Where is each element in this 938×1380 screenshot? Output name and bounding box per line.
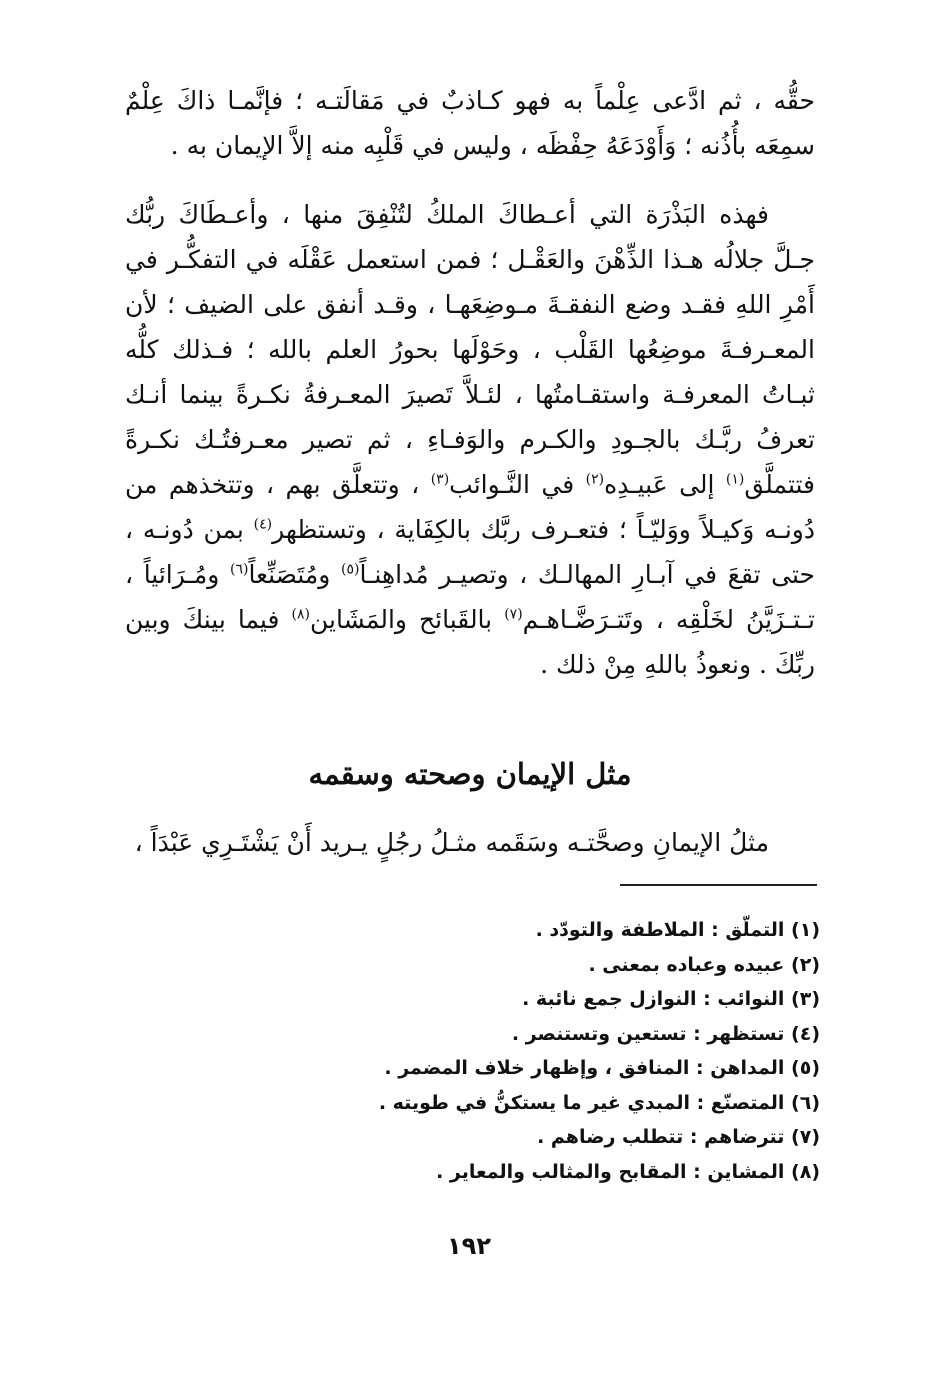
paragraph-continuation: حقُّه ، ثم ادَّعى عِلْماً به فهو كـاذبٌ في مَقالَتـه ؛ فإنَّمـا ذاكَ عِلْمٌ سمِعَه بأُذُنه ؛ وَأَوْدَعَهُ حِفْظَه ، وليس في قَلْبِه منه إلاَّ الإيمان به . [125,86,815,160]
paragraph-text: بمن دُونـه ، حتى تقعَ في آبـارِ المهالـك ، وتصيـر مُداهِنـاً [125,515,816,589]
section-heading: مثل الإيمان وصحته وسقمه [308,757,632,791]
paragraph-text: ومُـرَائياً ، تـتـزَيَّنُ لخَلْقِه ، وتَتـرَضَّـاهـم [125,560,815,634]
paragraph-seed-knowledge [125,192,815,687]
paragraph-text: في النَّـوائب [449,470,586,499]
footnote-ref-2: (٢) [585,471,605,488]
footnote-3: (٣) النوائب : النوازل جمع نائبة . [522,988,820,1010]
footnote-ref-1: (١) [725,471,745,488]
footnote-ref-8: (٨) [291,606,310,623]
paragraph-text: فيما بينكَ وبين ربِّكَ . ونعوذُ باللهِ مِنْ ذلك . [125,605,815,679]
paragraph-text: إلى عَبيـدِه [604,470,726,499]
paragraph-faith-parable: مثلُ الإيمانِ وصحَّتـه وسَقَمه مثـلُ رجُلٍ يـريد أَنْ يَشْتَـرِي عَبْدَاً ، [134,828,769,857]
footnote-7: (٧) تترضاهم : تتطلب رضاهم . [537,1126,820,1148]
paragraph-text: بالقَبائح والمَشَاين [309,605,505,634]
footnote-ref-6: (٦) [229,561,249,578]
footnote-separator [620,884,817,886]
paragraph-text: ومُتَصَنِّعاً [248,560,341,589]
footnote-ref-3: (٣) [430,471,450,488]
footnote-5: (٥) المداهن : المنافق ، وإظهار خلاف المضمر . [384,1057,820,1079]
paragraph-text: ، وتتعلَّق بهم ، وتتخذهم من دُونـه وَكيـلاً ووَليّـاً ؛ فتعـرف ربَّك بالكِفَاية ، وتستظهر [125,470,815,544]
page-number: ١٩٢ [447,1232,491,1260]
footnotes-list [220,913,820,1189]
footnote-ref-7: (٧) [504,606,523,623]
paragraph-text: فهذه البَذْرَة التي أعـطاكَ الملكُ لتُنْفِقَ منها ، وأعـطَاكَ ربُّك جـلَّ جلالُه هـذا الذِّهْنَ والعَقْـل ؛ فمن استعمل عَقْلَه في التفكُّـر في أَمْرِ اللهِ فقـد وضع النفقـةَ مـوضِعَهـا ، وقـد أنفق على الضيف ؛ لأن المعـرفـةَ موضِعُها القَلْب ، وحَوْلَها بحورُ العلم بالله ؛ فـذلك كلُّه ثبـاتُ المعرفـة واستقـامتُها ، لئـلاَّ تَصيرَ المعـرفةُ نكـرةً بينما أنـك تعرفُ ربَّـك بالجـودِ والكـرم والوَفـاءِ ، ثم تصير معـرفتُـك نكـرةً فتتملَّق [125,200,816,499]
footnote-ref-4: (٤) [253,516,273,533]
footnote-8: (٨) المشاين : المقابح والمثالب والمعاير . [436,1160,820,1183]
footnote-1: (١) التملّق : الملاطفة والتودّد . [535,919,820,941]
footnote-6: (٦) المتصنّع : المبدي غير ما يستكنُّ في طويته . [378,1091,820,1114]
footnote-ref-5: (٥) [340,561,360,578]
footnote-2: (٢) عبيده وعباده بمعنى . [588,953,820,976]
footnote-4: (٤) تستظهر : تستعين وتستنصر . [511,1022,820,1045]
